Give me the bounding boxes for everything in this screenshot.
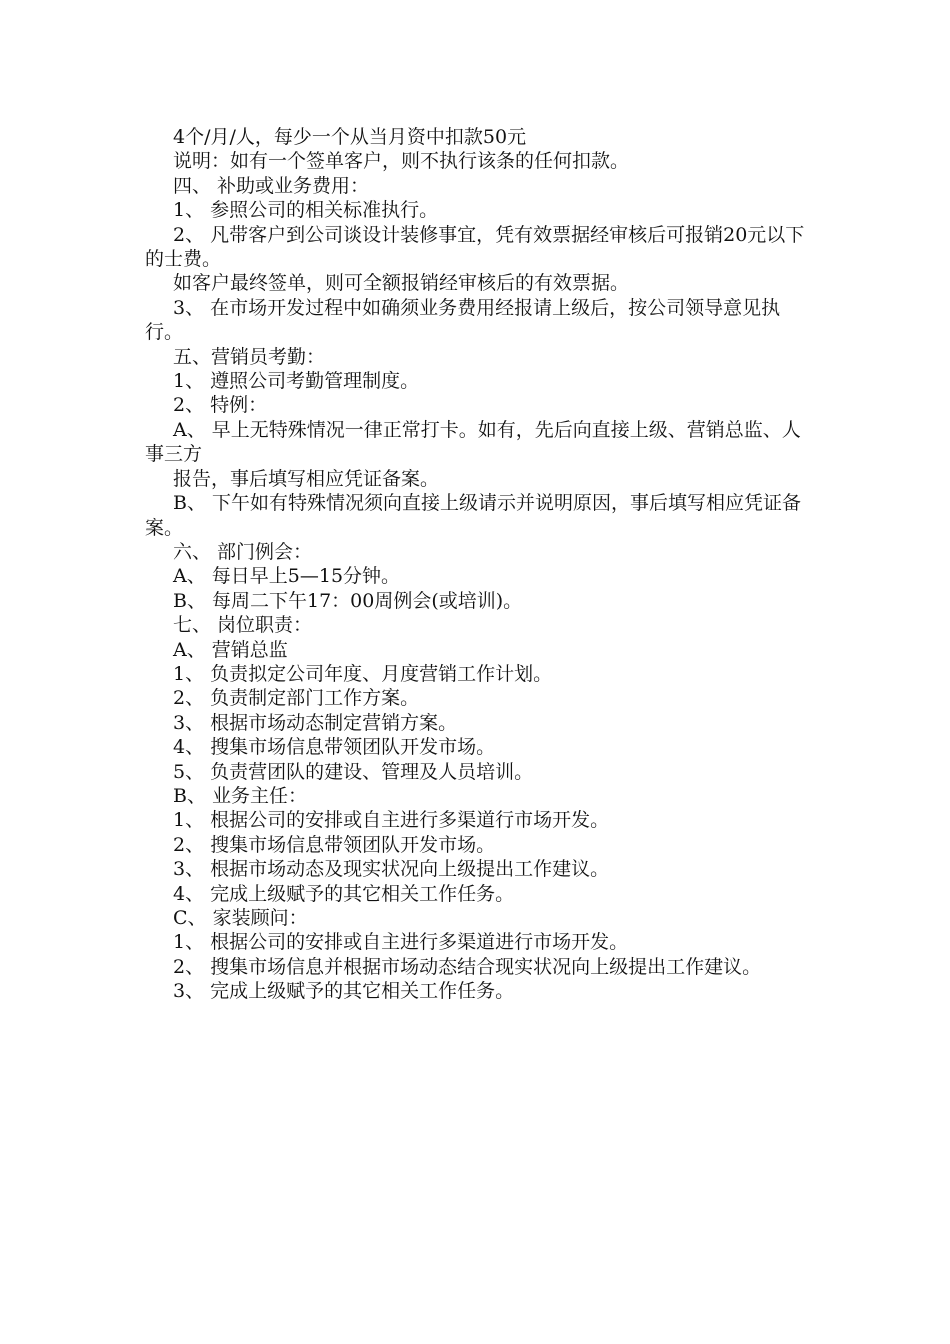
list-item: 4、 搜集市场信息带领团队开发市场。 — [173, 736, 496, 759]
list-item: 5、 负责营团队的建设、管理及人员培训。 — [173, 760, 534, 783]
subsection-heading: B、 业务主任： — [173, 784, 308, 807]
paragraph: B、 每周二下午17：00周例会(或培训)。 — [173, 589, 523, 612]
paragraph: B、 下午如有特殊情况须向直接上级请示并说明原因，事后填写相应凭证备案。 — [145, 492, 802, 539]
list-item: 4、 完成上级赋予的其它相关工作任务。 — [173, 882, 515, 905]
document-body — [145, 125, 805, 1004]
paragraph: 3、 在市场开发过程中如确须业务费用经报请上级后，按公司领导意见执行。 — [145, 296, 781, 344]
list-item: 2、 搜集市场信息并根据市场动态结合现实状况向上级提出工作建议。 — [173, 955, 762, 978]
section-heading: 六、 部门例会： — [173, 540, 313, 563]
paragraph: 2、 特例： — [173, 394, 268, 417]
list-item: 1、 根据公司的安排或自主进行多渠道进行市场开发。 — [173, 931, 629, 954]
paragraph: 2、 凡带客户到公司谈设计装修事宜，凭有效票据经审核后可报销20元以下的士费。 — [145, 223, 805, 271]
section-heading: 四、 补助或业务费用： — [173, 174, 370, 197]
paragraph: 1、 参照公司的相关标准执行。 — [173, 199, 439, 222]
paragraph: 如客户最终签单，则可全额报销经审核后的有效票据。 — [173, 272, 630, 295]
list-item: 2、 负责制定部门工作方案。 — [173, 687, 420, 710]
list-item: 1、 根据公司的安排或自主进行多渠道行市场开发。 — [173, 809, 610, 832]
subsection-heading: A、 营销总监 — [173, 638, 288, 661]
list-item: 3、 根据市场动态及现实状况向上级提出工作建议。 — [173, 858, 610, 881]
list-item: 2、 搜集市场信息带领团队开发市场。 — [173, 833, 496, 856]
paragraph: 1、 遵照公司考勤管理制度。 — [173, 370, 420, 393]
list-item: 1、 负责拟定公司年度、月度营销工作计划。 — [173, 662, 553, 685]
paragraph: 报告，事后填写相应凭证备案。 — [173, 467, 440, 490]
paragraph: A、 早上无特殊情况一律正常打卡。如有，先后向直接上级、营销总监、人事三方 — [145, 418, 801, 466]
paragraph: A、 每日早上5—15分钟。 — [173, 565, 401, 588]
paragraph: 4个/月/人，每少一个从当月资中扣款50元 — [173, 126, 527, 148]
paragraph: 说明：如有一个签单客户，则不执行该条的任何扣款。 — [173, 150, 630, 173]
section-heading: 五、营销员考勤： — [173, 345, 326, 368]
list-item: 3、 根据市场动态制定营销方案。 — [173, 711, 458, 734]
section-heading: 七、 岗位职责： — [173, 614, 313, 637]
list-item: 3、 完成上级赋予的其它相关工作任务。 — [173, 980, 515, 1003]
subsection-heading: C、 家装顾问： — [173, 907, 308, 929]
